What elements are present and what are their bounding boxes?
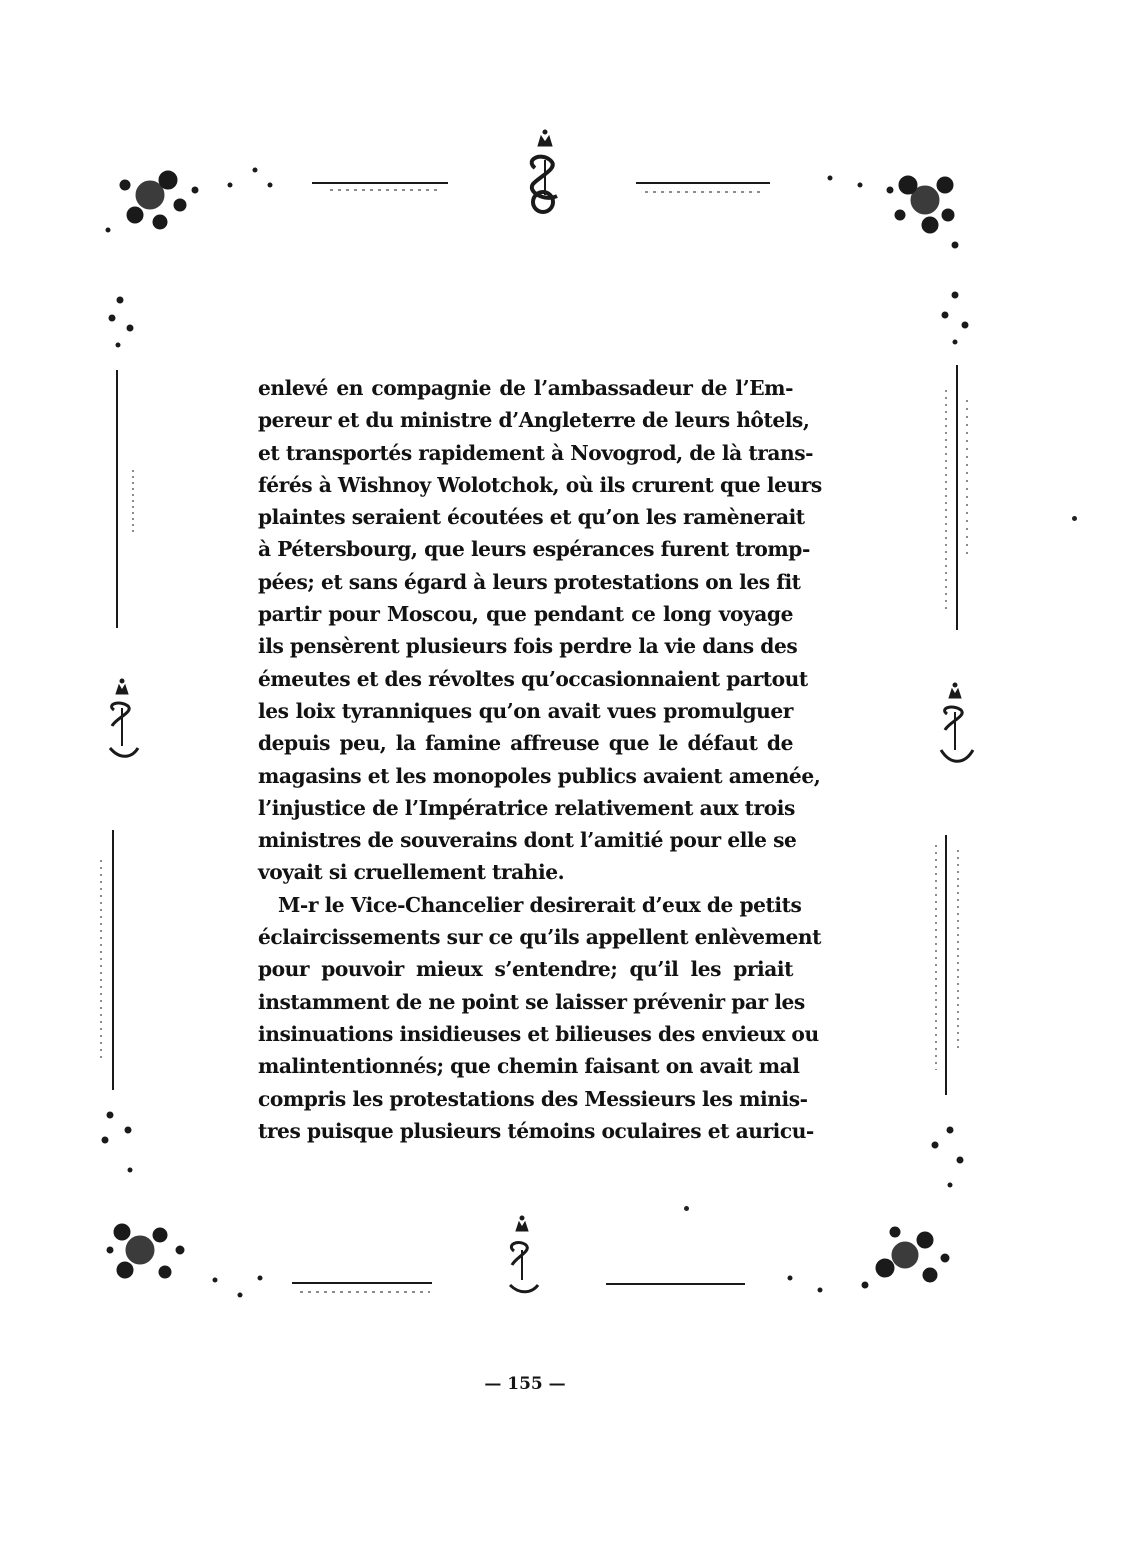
text-line: éclaircissements sur ce qu’ils appellent enlèvement bbox=[258, 925, 821, 950]
corner-ornament-bottom-right bbox=[788, 1227, 949, 1292]
crown-monogram-bottom bbox=[510, 1216, 538, 1292]
left-vertical-rules bbox=[101, 370, 133, 1090]
body-text bbox=[258, 372, 822, 1147]
text-line: à Pétersbourg, que leurs espérances furent tromp- bbox=[258, 537, 810, 562]
stray-dot-bottom bbox=[684, 1206, 689, 1211]
text-line: pereur et du ministre d’Angleterre de leurs hôtels, bbox=[258, 408, 810, 433]
paragraph-2 bbox=[258, 889, 821, 1147]
crown-monogram-right bbox=[941, 683, 973, 761]
stray-dot-right bbox=[1072, 516, 1077, 521]
text-line: ministres de souverains dont l’amitié pour elle se bbox=[258, 828, 797, 853]
top-rule-right bbox=[636, 183, 770, 192]
bottom-rule-left bbox=[292, 1283, 432, 1292]
right-vertical-rules bbox=[936, 365, 967, 1095]
text-line: M-r le Vice-Chancelier desirerait d’eux de petits bbox=[278, 892, 802, 917]
text-line: pées; et sans égard à leurs protestations on les fit bbox=[258, 569, 801, 594]
text-line: malintentionnés; que chemin faisant on avait mal bbox=[258, 1054, 800, 1079]
text-line: plaintes seraient écoutées et qu’on les ramènerait bbox=[258, 505, 805, 530]
text-line: et transportés rapidement à Novogrod, de là trans- bbox=[258, 440, 814, 465]
text-line: férés à Wishnoy Wolotchok, où ils crurent que leurs bbox=[258, 472, 822, 497]
paragraph-1 bbox=[258, 372, 822, 889]
corner-ornament-top-right bbox=[828, 176, 958, 248]
text-line: les loix tyranniques qu’on avait vues promulguer bbox=[258, 698, 793, 723]
text-line: enlevé en compagnie de l’ambassadeur de l’Em- bbox=[258, 376, 793, 400]
corner-ornament-bottom-left bbox=[107, 1224, 262, 1297]
text-line: l’injustice de l’Impératrice relativement aux trois bbox=[258, 795, 795, 820]
text-line: magasins et les monopoles publics avaient amenée, bbox=[258, 763, 821, 788]
text-line: partir pour Moscou, que pendant ce long voyage bbox=[258, 602, 793, 627]
page-number: — 155 — bbox=[484, 1374, 566, 1394]
text-line: pour pouvoir mieux s’entendre; qu’il les priait bbox=[258, 957, 793, 982]
side-ornament-left-lower bbox=[102, 1112, 132, 1172]
top-rule-left bbox=[312, 183, 448, 190]
text-line: depuis peu, la famine affreuse que le défaut de bbox=[258, 731, 793, 756]
crown-monogram-left bbox=[110, 679, 138, 756]
text-line: insinuations insidieuses et bilieuses des envieux ou bbox=[258, 1021, 819, 1046]
text-line: voyait si cruellement trahie. bbox=[258, 860, 565, 885]
text-line: émeutes et des révoltes qu’occasionnaient partout bbox=[258, 666, 808, 691]
corner-ornament-top-left bbox=[106, 168, 272, 232]
text-line: ils pensèrent plusieurs fois perdre la vie dans des bbox=[258, 634, 798, 659]
text-line: instamment de ne point se laisser prévenir par les bbox=[258, 989, 805, 1014]
text-line: tres puisque plusieurs témoins oculaires et auricu- bbox=[258, 1118, 814, 1143]
side-ornament-right-upper bbox=[942, 292, 968, 344]
side-ornament-right-lower bbox=[932, 1127, 963, 1187]
side-ornament-left-upper bbox=[109, 297, 133, 347]
text-line: compris les protestations des Messieurs les minis- bbox=[258, 1086, 808, 1111]
crown-monogram-top bbox=[532, 130, 557, 212]
